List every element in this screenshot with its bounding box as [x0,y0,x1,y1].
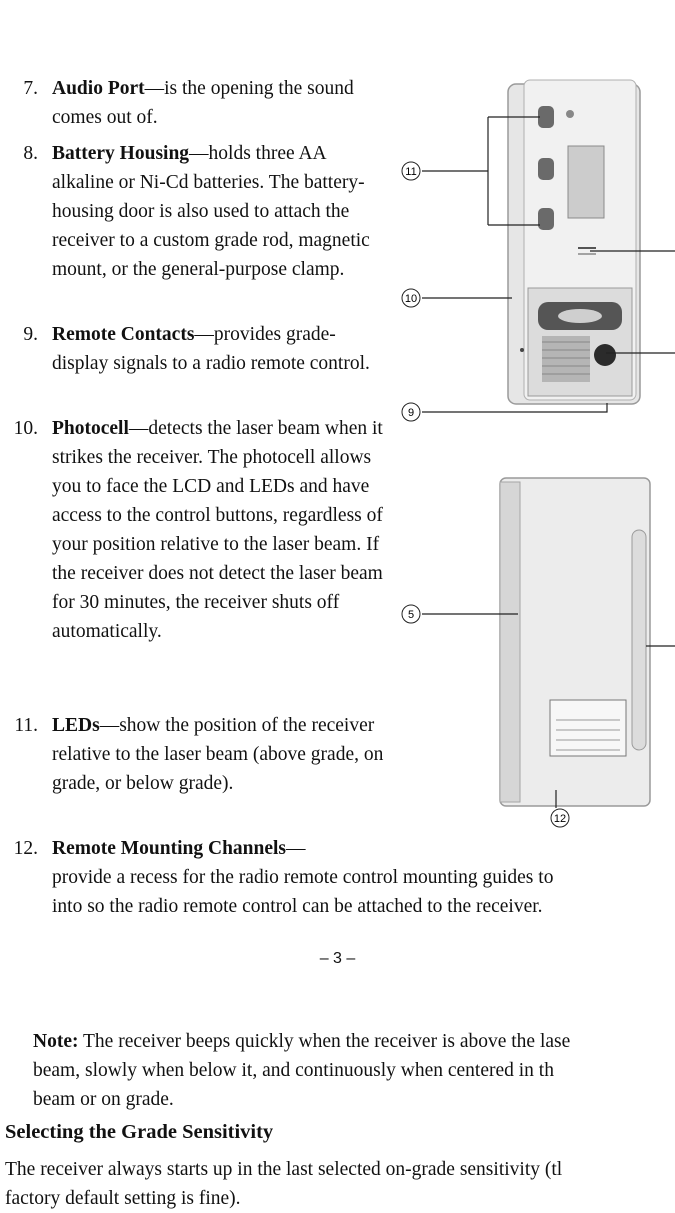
item-term: Photocell [52,418,129,439]
receiver-front-figure [508,80,640,404]
note-label: Note: [33,1031,79,1052]
item-term: Audio Port [52,78,145,99]
item-term: LEDs [52,715,100,736]
item-description: —provides grade-display signals to a radio remote control. [52,324,370,374]
item-description: —holds three AA alkaline or Ni-Cd batteries. The battery-housing door is also used to attach the receiver to a custom grade rod, magnetic mount, or the general-purpose clamp. [52,143,370,280]
receiver-back-figure [500,478,650,806]
item-number: 10. [13,418,38,439]
note-paragraph [33,1027,570,1114]
section-heading: Selecting the Grade Sensitivity [5,1121,274,1143]
page-number: – 3 – [319,950,356,967]
svg-text:10: 10 [404,293,418,305]
item-number: 9. [23,324,38,345]
item-term: Remote Mounting Channels [52,838,287,859]
list-item-9 [23,320,390,378]
list-item-11 [14,711,390,798]
receiver-illustration [400,70,675,830]
svg-text:9: 9 [407,407,415,419]
item-description: —is the opening the sound comes out of. [52,78,354,128]
callout-12 [551,809,569,827]
list-item-7 [23,74,390,132]
item-number: 8. [23,143,38,164]
note-text-line: The receiver beeps quickly when the receiver is above the lase [78,1031,571,1052]
callout-9 [402,403,420,421]
item-term: Remote Contacts [52,324,195,345]
body-text-line: factory default setting is fine). [5,1188,241,1209]
item-description-line: into so the radio remote control can be attached to the receiver. [52,896,543,917]
item-term: Battery Housing [52,143,190,164]
svg-text:5: 5 [407,609,415,621]
body-paragraph [5,1155,562,1213]
svg-text:12: 12 [553,813,567,825]
list-item-10 [13,414,390,646]
body-text-line: The receiver always starts up in the last selected on-grade sensitivity (tl [5,1159,563,1180]
item-number: 12. [13,838,38,859]
note-text-line: beam, slowly when below it, and continuously when centered in th [33,1060,554,1081]
callout-5 [402,605,420,623]
item-description-line: provide a recess for the radio remote control mounting guides to [52,867,554,888]
list-item-8 [23,139,390,284]
item-number: 11. [14,715,38,736]
svg-text:11: 11 [405,166,417,178]
callout-11 [402,162,420,180]
item-number: 7. [23,78,38,99]
callout-10 [402,289,420,307]
item-description: —show the position of the receiver relative to the laser beam (above grade, on grade, or below grade). [52,715,384,794]
item-description: — [286,838,306,859]
item-description: —detects the laser beam when it strikes the receiver. The photocell allows you to face the LCD and LEDs and have access to the control buttons, regardless of your position relative to the laser beam. If the receiver does not detect the laser beam for 30 minutes, the receiver shuts off automatically. [52,418,383,642]
note-text-line: beam or on grade. [33,1089,174,1110]
list-item-12 [13,834,675,921]
